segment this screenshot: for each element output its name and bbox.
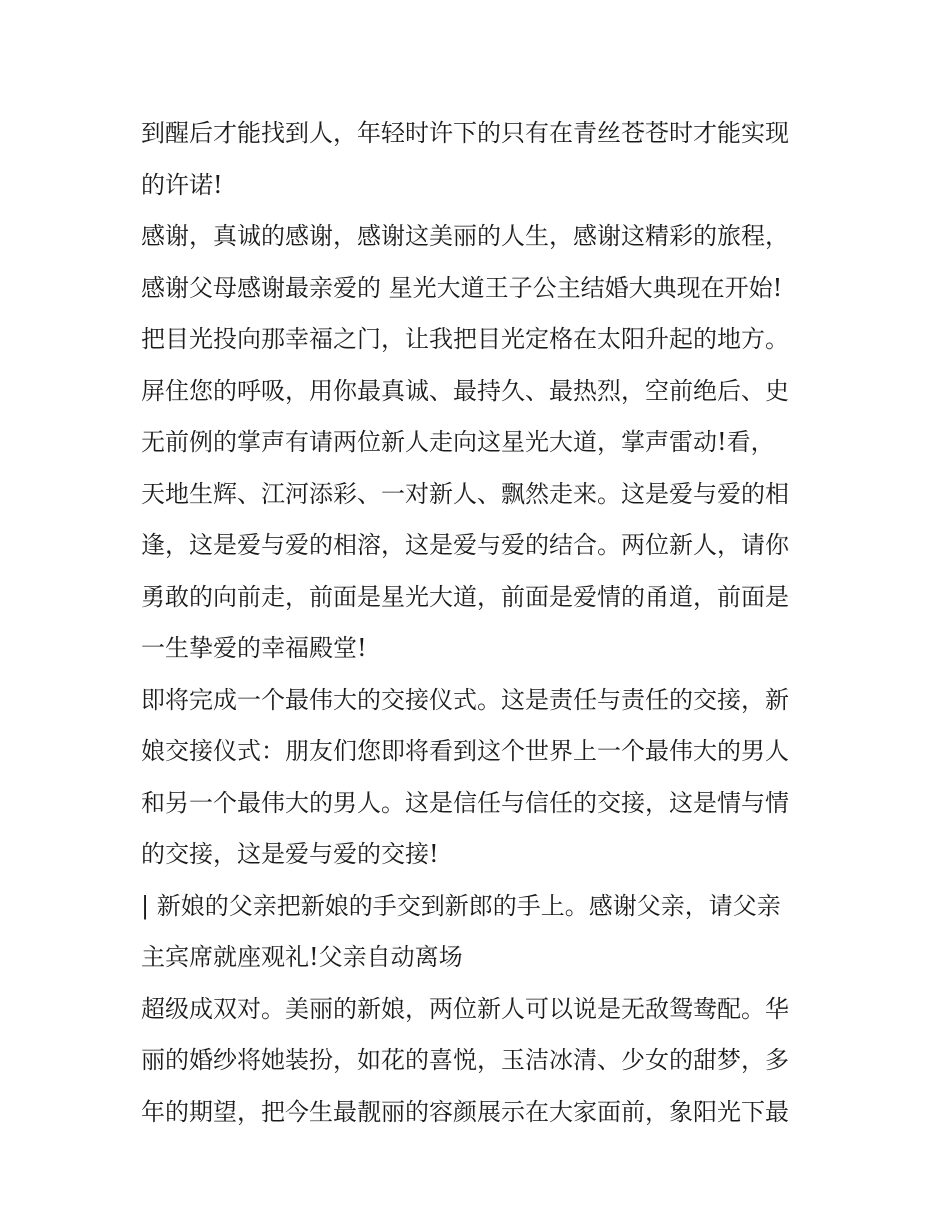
text-line: 丽的婚纱将她装扮，如花的喜悦，玉洁冰清、少女的甜梦，多 xyxy=(141,1046,789,1074)
text-line: 和另一个最伟大的男人。这是信任与信任的交接，这是情与情 xyxy=(141,788,789,817)
text-line: 天地生辉、江河添彩、一对新人、飘然走来。这是爱与爱的相 xyxy=(141,479,789,508)
text-line: 超级成双对。美丽的新娘，两位新人可以说是无敌鸳鸯配。华 xyxy=(141,994,789,1023)
text-line: 主宾席就座观礼!父亲自动离场 xyxy=(141,943,463,971)
text-line: 感谢，真诚的感谢，感谢这美丽的人生，感谢这精彩的旅程， xyxy=(141,222,789,250)
text-line: 勇敢的向前走，前面是星光大道，前面是爱情的甬道，前面是 xyxy=(141,582,789,611)
text-line: 把目光投向那幸福之门，让我把目光定格在太阳升起的地方。 xyxy=(141,325,789,353)
text-line: 到醒后才能找到人，年轻时许下的只有在青丝苍苍时才能实现 xyxy=(141,119,789,147)
text-line: 即将完成一个最伟大的交接仪式。这是责任与责任的交接，新 xyxy=(141,685,789,714)
text-line: 一生挚爱的幸福殿堂! xyxy=(141,634,367,662)
text-line: 无前例的掌声有请两位新人走向这星光大道，掌声雷动!看， xyxy=(141,428,775,456)
text-line: 的许诺! xyxy=(141,170,223,199)
text-line: | 新娘的父亲把新娘的手交到新郎的手上。感谢父亲，请父亲 xyxy=(141,891,781,920)
text-line: 感谢父母感谢最亲爱的 星光大道王子公主结婚大典现在开始! xyxy=(141,273,783,302)
text-line: 娘交接仪式：朋友们您即将看到这个世界上一个最伟大的男人 xyxy=(141,737,789,765)
body-text xyxy=(141,108,821,1138)
text-line: 年的期望，把今生最靓丽的容颜展示在大家面前，象阳光下最 xyxy=(141,1097,789,1126)
text-line: 屏住您的呼吸，用你最真诚、最持久、最热烈，空前绝后、史 xyxy=(141,376,789,405)
text-line: 逢，这是爱与爱的相溶，这是爱与爱的结合。两位新人，请你 xyxy=(141,531,789,559)
text-line: 的交接，这是爱与爱的交接! xyxy=(141,840,439,868)
